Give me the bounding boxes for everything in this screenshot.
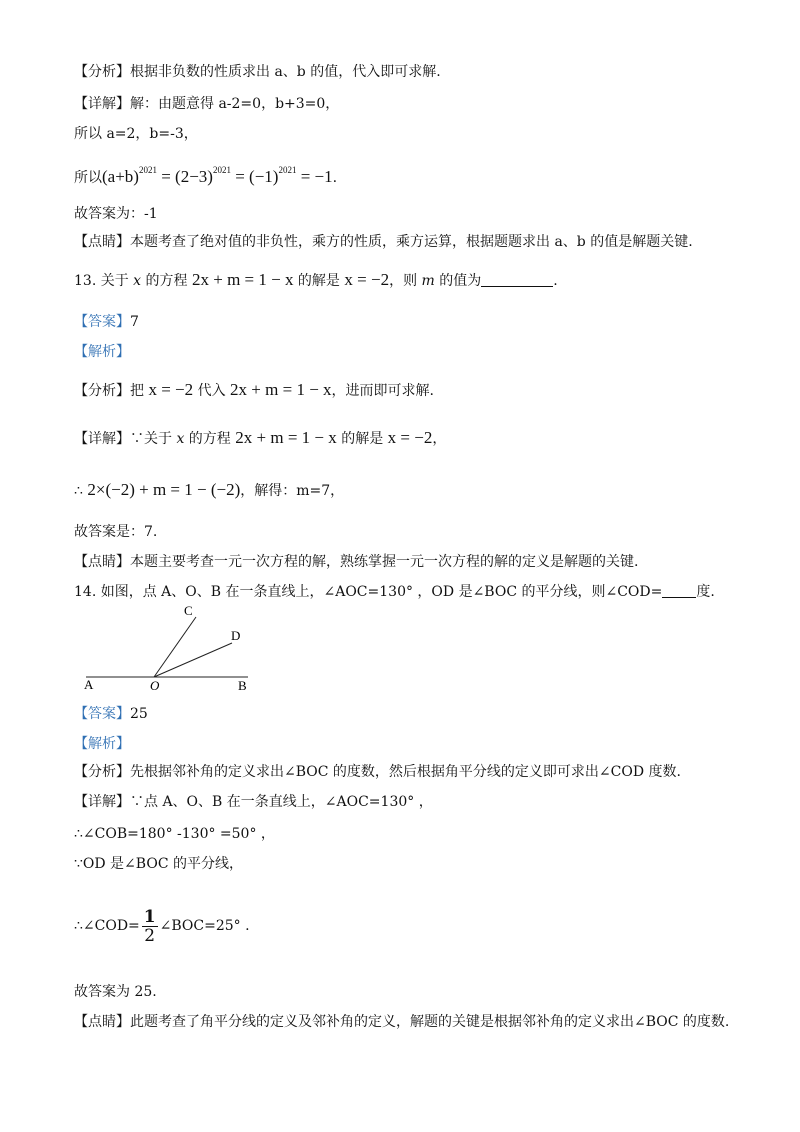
q13-detail-eq: 2x + m = 1 − x xyxy=(235,428,337,447)
q13-stem-c: 的解是 xyxy=(293,273,345,289)
q13-fenxi-sol: x = −2 xyxy=(148,380,194,399)
q14-comment: 【点睛】此题考查了角平分线的定义及邻补角的定义，解题的关键是根据邻补角的定义求出∠BOC 的度数. xyxy=(74,1014,730,1030)
q14-detail4-a: ∴∠COD= xyxy=(74,918,140,934)
q13-therefore: ∴ xyxy=(74,483,88,499)
q13-stem-a: 13. 关于 xyxy=(74,273,134,289)
q13-detail-a: 【详解】∵关于 xyxy=(74,431,177,447)
q13-stem-e: 的值为 xyxy=(434,273,482,289)
q14-stem-b: 度. xyxy=(696,584,715,600)
label-a: A xyxy=(84,677,94,692)
q13-detail-sol: x = −2 xyxy=(387,428,433,447)
q13-answer-blank[interactable] xyxy=(481,272,553,287)
q13-detail-d: ， xyxy=(432,431,447,447)
s1-so1: 所以 a=2，b=-3， xyxy=(74,126,198,142)
q13-detail-b: 的方程 xyxy=(184,431,236,447)
q13-stem-m: m xyxy=(421,273,435,289)
q13-fenxi-b: 代入 xyxy=(193,383,231,399)
q14-jiexi: 【解析】 xyxy=(74,736,130,752)
s1-eq-b: = (2−3) xyxy=(156,167,213,186)
q13-detail xyxy=(74,428,446,449)
q14-answer-line xyxy=(74,704,148,724)
q14-fraction xyxy=(142,908,158,945)
q13-fenxi-a: 【分析】把 xyxy=(74,383,149,399)
q13-detail-c: 的解是 xyxy=(336,431,388,447)
q13-stem-end: . xyxy=(553,273,558,289)
q14-stem-a: 14. 如图，点 A、O、B 在一条直线上，∠AOC=130° ，OD 是∠BOC 的平分线，则∠COD= xyxy=(74,584,663,600)
s1-analysis: 【分析】根据非负数的性质求出 a、b 的值，代入即可求解. xyxy=(74,64,441,80)
q13-stem xyxy=(74,270,558,291)
q14-detail2: ∴∠COB=180° -130° =50° ， xyxy=(74,826,275,842)
q13-sol: x = −2 xyxy=(344,270,390,289)
q14-detail4-b: ∠BOC=25° . xyxy=(159,918,250,934)
s1-answer: 故答案为：-1 xyxy=(74,206,158,222)
q14-stem xyxy=(74,582,715,602)
s1-eq-exp1: 2021 xyxy=(138,165,157,175)
q13-stem-b: 的方程 xyxy=(141,273,192,289)
q14-final: 故答案为 25. xyxy=(74,984,157,1000)
label-o: O xyxy=(150,678,160,693)
q14-detail4 xyxy=(74,906,250,946)
q13-answer: 7 xyxy=(130,314,139,330)
s1-eq-c: = (−1) xyxy=(230,167,279,186)
q13-stem-d: ，则 xyxy=(389,273,422,289)
q13-stem-x: x xyxy=(133,273,142,289)
s1-comment: 【点睛】本题考查了绝对值的非负性，乘方的性质，乘方运算，根据题题求出 a、b 的值是解题关键. xyxy=(74,234,693,250)
s1-eq-exp3: 2021 xyxy=(278,165,297,175)
q14-frac-num: 1 xyxy=(143,906,156,927)
q13-answer-line xyxy=(74,312,139,332)
q13-calc-tail: ，解得：m=7， xyxy=(240,483,345,499)
q14-fenxi: 【分析】先根据邻补角的定义求出∠BOC 的度数，然后根据角平分线的定义即可求出∠COD 度数. xyxy=(74,764,681,780)
label-d: D xyxy=(231,628,241,643)
q14-answer-tag: 【答案】 xyxy=(74,706,130,722)
label-c: C xyxy=(184,603,193,618)
s1-so2-prefix: 所以 xyxy=(74,170,102,186)
angle-figure xyxy=(74,600,274,700)
s1-detail: 【详解】解：由题意得 a-2=0，b+3=0， xyxy=(74,96,340,112)
q13-answer-tag: 【答案】 xyxy=(74,314,130,330)
q14-answer-blank[interactable] xyxy=(662,583,696,598)
q13-detail-x: x xyxy=(176,431,185,447)
q13-final: 故答案是：7. xyxy=(74,524,158,540)
q14-answer: 25 xyxy=(130,706,148,722)
s1-so2: 所以$(a+b)^{2021} = (2-3)^{2021} = (-1)^{2021} = -1$. xyxy=(74,165,338,186)
s1-eq-d: = −1 xyxy=(296,167,333,186)
s1-eq xyxy=(102,167,333,186)
q13-jiexi: 【解析】 xyxy=(74,344,130,360)
q13-comment: 【点睛】本题主要考查一元一次方程的解，熟练掌握一元一次方程的解的定义是解题的关键. xyxy=(74,554,639,570)
s1-eq-exp2: 2021 xyxy=(212,165,231,175)
q14-detail1: 【详解】∵点 A、O、B 在一条直线上，∠AOC=130° ， xyxy=(74,794,433,810)
q13-calc: 2×(−2) + m = 1 − (−2) xyxy=(87,480,241,499)
label-b: B xyxy=(238,678,247,693)
s1-eq-a: (a+b) xyxy=(102,167,139,186)
q14-frac-den: 2 xyxy=(144,925,156,946)
q13-fenxi xyxy=(74,380,434,401)
q13-fenxi-eq: 2x + m = 1 − x xyxy=(230,380,332,399)
q13-eq1: 2x + m = 1 − x xyxy=(191,270,294,289)
q13-calc-line xyxy=(74,480,344,501)
q14-detail3: ∵OD 是∠BOC 的平分线， xyxy=(74,856,243,872)
q13-fenxi-c: ，进而即可求解. xyxy=(331,383,434,399)
